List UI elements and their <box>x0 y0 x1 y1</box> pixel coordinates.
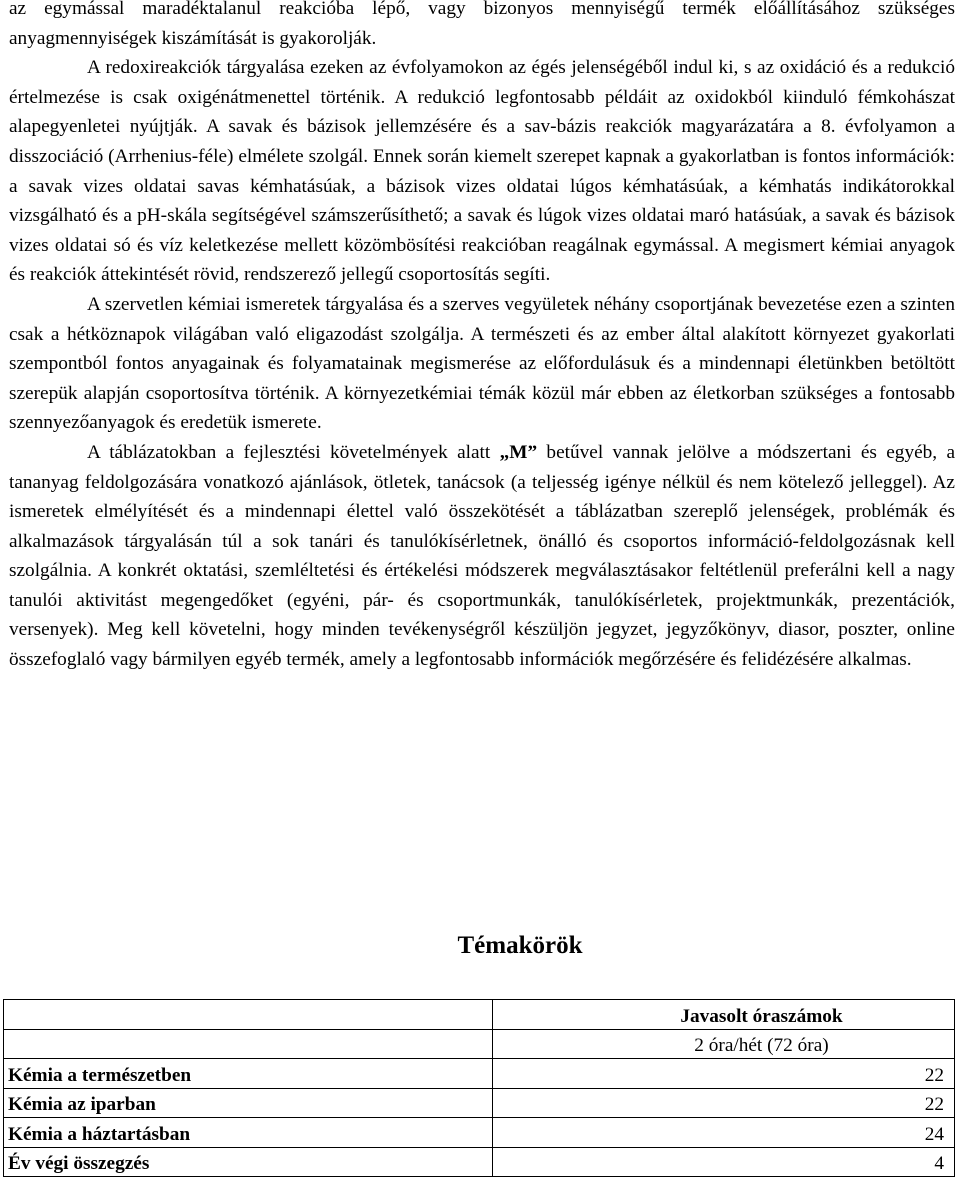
subheader-blank-cell <box>4 1029 493 1059</box>
topic-hours: 4 <box>493 1147 955 1177</box>
table-row <box>4 1088 955 1118</box>
header-blank-cell <box>4 1000 493 1030</box>
paragraph-3: A szervetlen kémiai ismeretek tárgyalása és a szerves vegyületek néhány csoportjának bevezetése ezen a szinten csak a hétköznapok világában való eligazodást szolgálja. A természeti és az ember által alakított környezet gyakorlati szempontból fontos anyagainak és folyamatainak megismerése az előfordulásuk és a mindennapi életünkben betöltött szerepük alapján csoportosítva történik. A környezetkémiai témák közül már ebben az életkorban szükséges a fontosabb szennyezőanyagok és eredetük ismerete. <box>9 293 955 434</box>
topic-name: Év végi összegzés <box>4 1147 493 1177</box>
topic-name: Kémia a természetben <box>4 1059 493 1089</box>
section-heading: Témakörök <box>457 932 583 959</box>
paragraph-1: az egymással maradéktalanul reakcióba lépő, vagy bizonyos mennyiségű termék előállításához szükséges anyagmennyiségek kiszámítását is gyakorolják. <box>9 0 955 49</box>
paragraph-4-after: betűvel vannak jelölve a módszertani és egyéb, a tananyag feldolgozására vonatkozó ajánlások, ötletek, tanácsok (a teljesség igénye nélkül és nem kötelező jelleggel). Az ismeretek elmélyítését és a mindennapi élettel való összekötését a táblázatban szereplő jelenségek, problémák és alkalmazások tárgyalásán túl a sok tanári és tanulókísérletnek, önálló és csoportos információ-feldolgozásnak kell szolgálnia. A konkrét oktatási, szemléltetési és értékelési módszerek megválasztásakor feltétlenül preferálni kell a nagy tanulói aktivitást megengedőket (egyéni, pár- és csoportmunkák, tanulókísérletek, projektmunkák, prezentációk, versenyek). Meg kell követelni, hogy minden tevékenységről készüljön jegyzet, jegyzőkönyv, diasor, poszter, online összefoglaló vagy bármilyen egyéb termék, amely a legfontosabb információk megőrzésére és felidézésére alkalmas. <box>9 441 955 671</box>
topic-hours: 22 <box>493 1059 955 1089</box>
topic-name: Kémia a háztartásban <box>4 1118 493 1148</box>
topic-hours: 22 <box>493 1088 955 1118</box>
paragraph-2: A redoxireakciók tárgyalása ezeken az évfolyamokon az égés jelenségéből indul ki, s az oxidáció és a redukció értelmezése is csak oxigénátmenettel történik. A redukció legfontosabb példáit az oxidokból kiinduló fémkohászat alapegyenletei nyújtják. A savak és bázisok jellemzésére és a sav-bázis reakciók magyarázatára a 8. évfolyamon a disszociáció (Arrhenius-féle) elmélete szolgál. Ennek során kiemelt szerepet kapnak a gyakorlatban is fontos információk: a savak vizes oldatai savas kémhatásúak, a bázisok vizes oldatai lúgos kémhatásúak, a kémhatás indikátorokkal vizsgálható és a pH-skála segítségével számszerűsíthető; a savak és lúgok vizes oldatai maró hatásúak, a savak és bázisok vizes oldatai só és víz keletkezése mellett közömbösítési reakcióban reagálnak egymással. A megismert kémiai anyagok és reakciók áttekintését rövid, rendszerező jellegű csoportosítás segíti. <box>9 57 955 286</box>
table-row <box>4 1147 955 1177</box>
header-title: Javasolt óraszámok <box>493 1000 955 1030</box>
table-row <box>4 1118 955 1148</box>
table-row <box>4 1059 955 1089</box>
header-subtitle: 2 óra/hét (72 óra) <box>493 1029 955 1059</box>
table-header-row <box>4 1000 955 1030</box>
table-subheader-row <box>4 1029 955 1059</box>
paragraph-4 <box>9 438 955 675</box>
paragraph-4-before: A táblázatokban a fejlesztési követelmények alatt <box>87 441 500 463</box>
topic-hours: 24 <box>493 1118 955 1148</box>
document-body <box>9 0 955 675</box>
topics-table <box>3 999 955 1177</box>
topic-name: Kémia az iparban <box>4 1088 493 1118</box>
m-marker: „M” <box>499 441 538 463</box>
